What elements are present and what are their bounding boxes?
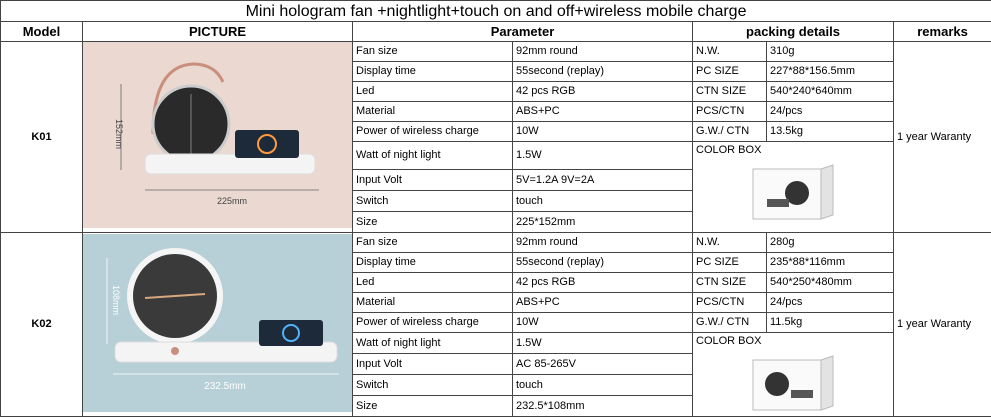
param-name: Switch	[353, 191, 513, 212]
table-row	[1, 233, 991, 253]
param-name: Power of wireless charge	[353, 313, 513, 333]
box-print-base	[767, 199, 789, 207]
packing-name: PCS/CTN	[693, 293, 767, 313]
color-box-cell	[693, 142, 894, 233]
packing-value: 24/pcs	[767, 102, 894, 122]
param-name: Input Volt	[353, 170, 513, 191]
remarks-cell: 1 year Waranty	[894, 233, 991, 417]
height-dimension-label: 152mm	[114, 118, 124, 150]
param-name: Fan size	[353, 42, 513, 62]
param-value: 1.5W	[513, 333, 693, 354]
packing-name: PC SIZE	[693, 62, 767, 82]
param-value: 42 pcs RGB	[513, 273, 693, 293]
packing-name: PC SIZE	[693, 253, 767, 273]
packing-value: 310g	[767, 42, 894, 62]
box-side	[821, 165, 833, 219]
param-value: 225*152mm	[513, 212, 693, 233]
box-side	[821, 356, 833, 410]
param-value: 1.5W	[513, 142, 693, 170]
color-box-label: COLOR BOX	[696, 335, 762, 347]
param-value: ABS+PC	[513, 293, 693, 313]
param-name: Input Volt	[353, 354, 513, 375]
packing-value: 11.5kg	[767, 313, 894, 333]
param-value: 5V=1.2A 9V=2A	[513, 170, 693, 191]
packing-name: N.W.	[693, 233, 767, 253]
param-value: 92mm round	[513, 233, 693, 253]
packing-name: G.W./ CTN	[693, 122, 767, 142]
param-name: Size	[353, 212, 513, 233]
param-name: Power of wireless charge	[353, 122, 513, 142]
phone-on-charger	[259, 320, 323, 346]
product-photo-k01	[83, 42, 353, 228]
param-value: 92mm round	[513, 42, 693, 62]
header-picture: PICTURE	[83, 22, 353, 42]
header-packing: packing details	[693, 22, 894, 42]
param-name: Material	[353, 102, 513, 122]
color-box-label: COLOR BOX	[696, 144, 762, 156]
header-parameter: Parameter	[353, 22, 693, 42]
param-name: Fan size	[353, 233, 513, 253]
param-name: Watt of night light	[353, 333, 513, 354]
param-name: Watt of night light	[353, 142, 513, 170]
param-name: Material	[353, 293, 513, 313]
width-dimension-label: 232.5mm	[204, 380, 246, 392]
color-box-picture	[747, 163, 839, 225]
width-dimension-label: 225mm	[216, 196, 248, 206]
packing-value: 540*250*480mm	[767, 273, 894, 293]
product-photo-k02	[83, 234, 353, 412]
color-box-picture	[747, 354, 839, 416]
packing-value: 235*88*116mm	[767, 253, 894, 273]
box-print-fan	[765, 372, 789, 396]
model-cell: K01	[1, 42, 83, 233]
param-value: touch	[513, 191, 693, 212]
touch-button	[171, 347, 179, 355]
picture-cell	[83, 233, 353, 417]
param-value: 55second (replay)	[513, 62, 693, 82]
param-value: 232.5*108mm	[513, 396, 693, 417]
packing-value: 227*88*156.5mm	[767, 62, 894, 82]
packing-name: CTN SIZE	[693, 273, 767, 293]
param-value: 10W	[513, 313, 693, 333]
picture-cell	[83, 42, 353, 233]
packing-value: 13.5kg	[767, 122, 894, 142]
packing-name: G.W./ CTN	[693, 313, 767, 333]
param-name: Switch	[353, 375, 513, 396]
packing-value: 540*240*640mm	[767, 82, 894, 102]
table-title: Mini hologram fan +nightlight+touch on and off+wireless mobile charge	[1, 1, 991, 22]
param-value: 55second (replay)	[513, 253, 693, 273]
header-model: Model	[1, 22, 83, 42]
packing-name: CTN SIZE	[693, 82, 767, 102]
param-name: Led	[353, 273, 513, 293]
param-value: 10W	[513, 122, 693, 142]
packing-name: N.W.	[693, 42, 767, 62]
param-value: AC 85-265V	[513, 354, 693, 375]
table-row	[1, 42, 991, 62]
packing-value: 280g	[767, 233, 894, 253]
remarks-cell: 1 year Waranty	[894, 42, 991, 233]
header-remarks: remarks	[894, 22, 991, 42]
model-cell: K02	[1, 233, 83, 417]
packing-name: PCS/CTN	[693, 102, 767, 122]
param-value: 42 pcs RGB	[513, 82, 693, 102]
height-dimension-label: 108mm	[111, 284, 121, 315]
param-name: Display time	[353, 62, 513, 82]
color-box-cell	[693, 333, 894, 417]
param-value: touch	[513, 375, 693, 396]
param-name: Size	[353, 396, 513, 417]
param-value: ABS+PC	[513, 102, 693, 122]
param-name: Display time	[353, 253, 513, 273]
param-name: Led	[353, 82, 513, 102]
packing-value: 24/pcs	[767, 293, 894, 313]
box-print-base	[791, 390, 813, 398]
